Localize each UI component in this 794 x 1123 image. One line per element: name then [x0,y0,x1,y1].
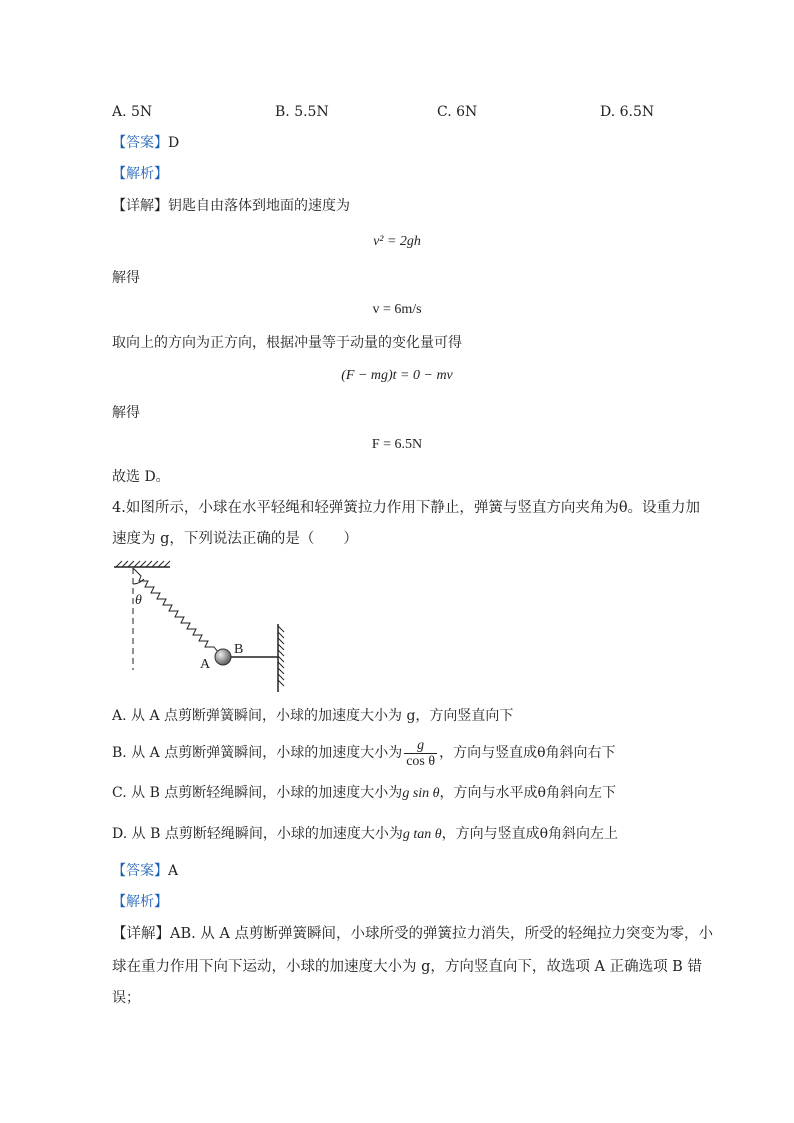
q4-option-c-math: g sin θ [402,786,440,801]
q4-option-b-pre: B. 从 A 点剪断弹簧瞬间，小球的加速度大小为 [112,745,403,761]
q4-option-a: A. 从 A 点剪断弹簧瞬间，小球的加速度大小为 g，方向竖直向下 [112,708,514,724]
label-b: B [234,642,244,657]
ball [215,649,231,665]
q4-detail-line-3: 误； [112,990,140,1006]
q4-option-d-math: g tan θ [402,827,442,842]
label-theta: θ [135,593,142,608]
q4-answer-line [112,861,178,881]
q4-detail-text-1: AB. 从 A 点剪断弹簧瞬间，小球所受的弹簧拉力消失，所受的轻绳拉力突变为零，小 [170,926,714,942]
answer-tag: 【答案】 [112,863,168,879]
q4-stem-line-2: 速度为 g，下列说法正确的是（ ） [112,531,358,547]
fraction-denominator: cos θ [406,753,436,769]
q4-option-d-pre: D. 从 B 点剪断轻绳瞬间，小球的加速度大小为 [112,826,403,842]
q3-analysis-line [112,164,168,184]
q4-answer: A [168,863,179,879]
q3-equation-4: F = 6.5N [371,437,423,452]
q4-option-c [112,783,616,804]
q4-option-c-pre: C. 从 B 点剪断轻绳瞬间，小球的加速度大小为 [112,785,403,801]
q3-answer-line [112,133,179,153]
q4-option-d [112,824,618,845]
q3-solve-2: 解得 [112,405,140,421]
q4-analysis-line [112,892,168,912]
q3-detail-line-2: 取向上的方向为正方向，根据冲量等于动量的变化量可得 [112,335,462,351]
q4-figure [108,558,298,698]
q4-option-d-post: ，方向与竖直成θ角斜向左上 [441,826,619,842]
q4-option-b [112,734,616,772]
q3-equation-3: (F − mg)t = 0 − mv [341,368,453,383]
q3-detail-text-1: 钥匙自由落体到地面的速度为 [168,198,350,214]
q3-solve-1: 解得 [112,270,140,286]
detail-tag: 【详解】 [112,926,170,942]
q3-detail-line-1 [112,196,350,216]
detail-tag: 【详解】 [112,198,168,214]
q4-detail-line-1 [112,924,713,944]
q3-equation-2: v = 6m/s [372,302,422,317]
q4-option-b-fraction [404,738,437,769]
ceiling-hatch [116,561,170,567]
answer-tag: 【答案】 [112,135,168,151]
q3-option-a: A. 5N [112,104,153,120]
q4-option-c-post: ，方向与水平成θ角斜向左下 [439,785,616,801]
q4-option-b-post: ，方向与竖直成θ角斜向右下 [439,745,616,761]
q3-option-b: B. 5.5N [275,104,329,120]
spring [133,568,222,657]
q4-stem-line-1: 4.如图所示，小球在水平轻绳和轻弹簧拉力作用下静止，弹簧与竖直方向夹角为θ。设重力加 [112,500,701,516]
q3-answer: D [168,135,180,151]
q4-detail-line-2: 球在重力作用下向下运动，小球的加速度大小为 g，方向竖直向下，故选项 A 正确选项 B 错 [112,959,702,975]
q3-option-c: C. 6N [437,104,478,120]
analysis-tag: 【解析】 [112,166,168,182]
q3-equation-1: v² = 2gh [373,234,421,249]
q3-option-d: D. 6.5N [600,104,655,120]
label-a: A [200,657,211,672]
q3-conclusion: 故选 D。 [112,469,170,485]
fraction-numerator: g [404,738,437,754]
analysis-tag: 【解析】 [112,894,168,910]
wall-hatch [278,626,284,686]
